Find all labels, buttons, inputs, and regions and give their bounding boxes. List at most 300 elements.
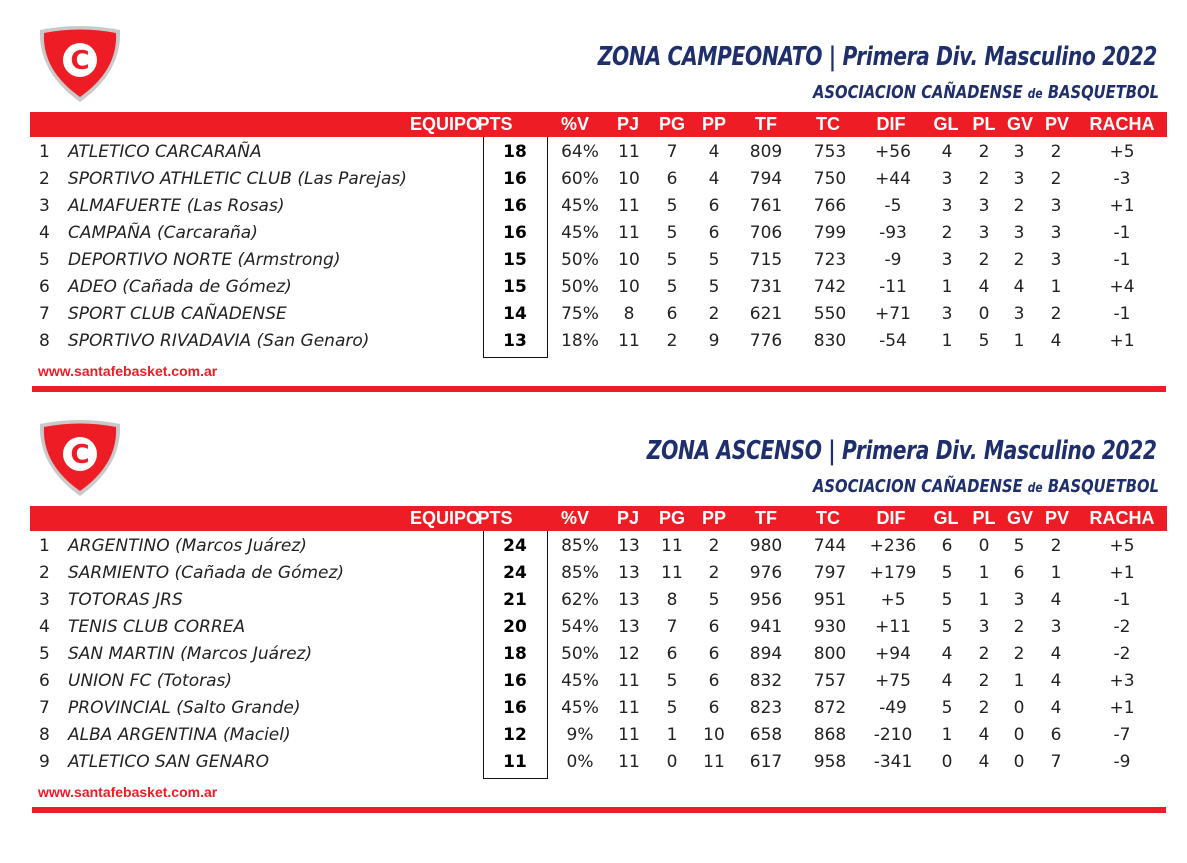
stat-cell: 941 (749, 617, 783, 637)
stat-cell: 832 (749, 671, 783, 691)
table-row (30, 220, 1167, 247)
team-name: SARMIENTO (Cañada de Gómez) (68, 563, 345, 583)
stat-cell: 4 (941, 671, 953, 691)
stat-cell: 13 (618, 536, 640, 556)
stat-cell: 744 (813, 536, 847, 556)
table-row (30, 668, 1167, 695)
stat-cell: 16 (503, 196, 527, 216)
stat-cell: 753 (813, 142, 847, 162)
stat-cell: 2 (1050, 142, 1062, 162)
stat-cell: 5 (666, 223, 678, 243)
standings-section-2 (0, 414, 1187, 804)
stat-cell: 11 (661, 536, 683, 556)
stat-cell: 3 (978, 617, 990, 637)
stat-cell: 1 (941, 277, 953, 297)
stat-cell: 64% (561, 142, 599, 162)
stat-cell: 3 (941, 304, 953, 324)
column-header-equipo: EQUIPO (409, 508, 480, 528)
team-name: ARGENTINO (Marcos Juárez) (68, 536, 307, 556)
stat-cell: -9 (1113, 752, 1131, 772)
table-row (30, 722, 1167, 749)
stat-cell: 6 (708, 196, 720, 216)
stat-cell: 800 (813, 644, 847, 664)
table-row (30, 641, 1167, 668)
table-row (30, 274, 1167, 301)
stat-cell: 15 (503, 250, 527, 270)
column-header-tf: TF (755, 114, 777, 134)
team-name: CAMPAÑA (Carcaraña) (68, 223, 258, 243)
column-header-pp: PP (701, 508, 726, 528)
stat-cell: 5 (941, 698, 953, 718)
stat-cell: -1 (1113, 590, 1131, 610)
stat-cell: 4 (1050, 331, 1062, 351)
stat-cell: 4 (708, 142, 720, 162)
stat-cell: 0 (1013, 752, 1025, 772)
stat-cell: +11 (875, 617, 911, 637)
stat-cell: 723 (813, 250, 847, 270)
position-cell: 2 (39, 563, 50, 583)
column-header-gl: GL (933, 508, 959, 528)
stat-cell: 9% (566, 725, 594, 745)
position-cell: 9 (39, 752, 50, 772)
stat-cell: 1 (978, 563, 990, 583)
column-header-pl: PL (972, 114, 996, 134)
stat-cell: 2 (1013, 250, 1025, 270)
column-header-gv: GV (1006, 114, 1033, 134)
stat-cell: 2 (708, 563, 720, 583)
stat-cell: -9 (884, 250, 902, 270)
stat-cell: 2 (1013, 196, 1025, 216)
stat-cell: 3 (941, 250, 953, 270)
club-logo (36, 24, 124, 104)
stat-cell: 13 (503, 331, 527, 351)
stat-cell: 0 (1013, 698, 1025, 718)
stat-cell: 797 (813, 563, 847, 583)
stat-cell: 6 (666, 169, 678, 189)
table-row (30, 614, 1167, 641)
stat-cell: 976 (749, 563, 783, 583)
column-header-racha: RACHA (1089, 508, 1155, 528)
stat-cell: 4 (1013, 277, 1025, 297)
stat-cell: 6 (666, 644, 678, 664)
stat-cell: +1 (1109, 563, 1135, 583)
subtitle-end: BASQUETBOL (1047, 82, 1159, 103)
stat-cell: 794 (749, 169, 783, 189)
stat-cell: 13 (618, 617, 640, 637)
logo-letter: C (70, 46, 90, 76)
stat-cell: 2 (978, 671, 990, 691)
stat-cell: 872 (813, 698, 847, 718)
table-row (30, 193, 1167, 220)
position-cell: 8 (39, 331, 50, 351)
stat-cell: -93 (879, 223, 907, 243)
stat-cell: 6 (708, 223, 720, 243)
column-header-pj: PJ (616, 114, 640, 134)
stat-cell: -1 (1113, 250, 1131, 270)
stat-cell: 5 (666, 196, 678, 216)
stat-cell: 823 (749, 698, 783, 718)
stat-cell: +3 (1109, 671, 1135, 691)
stat-cell: 1 (1013, 671, 1025, 691)
stat-cell: 4 (941, 644, 953, 664)
stat-cell: +1 (1109, 698, 1135, 718)
table-row (30, 139, 1167, 166)
stat-cell: +71 (875, 304, 911, 324)
column-header-pts: PTS (477, 508, 513, 528)
stat-cell: 15 (503, 277, 527, 297)
stat-cell: 11 (618, 698, 640, 718)
team-name: SPORTIVO ATHLETIC CLUB (Las Parejas) (68, 169, 407, 189)
stat-cell: +5 (1109, 142, 1135, 162)
table-header (30, 506, 1167, 531)
club-logo (36, 418, 124, 498)
table-row (30, 328, 1167, 355)
stat-cell: 5 (708, 277, 720, 297)
stat-cell: 11 (618, 142, 640, 162)
stat-cell: 3 (1050, 196, 1062, 216)
stat-cell: 45% (561, 671, 599, 691)
stat-cell: +1 (1109, 196, 1135, 216)
section-divider (32, 386, 1166, 392)
stat-cell: 2 (978, 250, 990, 270)
stat-cell: 16 (503, 671, 527, 691)
stat-cell: 11 (661, 563, 683, 583)
stat-cell: -341 (873, 752, 913, 772)
column-header-pts: PTS (477, 114, 513, 134)
column-header-tc: TC (816, 508, 840, 528)
stat-cell: 5 (666, 671, 678, 691)
stat-cell: 8 (623, 304, 635, 324)
stat-cell: 6 (708, 617, 720, 637)
stat-cell: 1 (1013, 331, 1025, 351)
stat-cell: -3 (1113, 169, 1131, 189)
stat-cell: 4 (1050, 698, 1062, 718)
stat-cell: 2 (978, 644, 990, 664)
stat-cell: 2 (941, 223, 953, 243)
position-cell: 1 (39, 142, 50, 162)
stat-cell: 951 (813, 590, 847, 610)
stat-cell: 3 (1013, 169, 1025, 189)
stat-cell: 5 (666, 698, 678, 718)
position-cell: 2 (39, 169, 50, 189)
stat-cell: -210 (873, 725, 913, 745)
column-header-pp: PP (701, 114, 726, 134)
stat-cell: 5 (941, 617, 953, 637)
stat-cell: 11 (618, 725, 640, 745)
stat-cell: 3 (1013, 142, 1025, 162)
stat-cell: 11 (618, 196, 640, 216)
position-cell: 7 (39, 698, 50, 718)
stat-cell: 980 (749, 536, 783, 556)
table-row (30, 301, 1167, 328)
stat-cell: +179 (869, 563, 917, 583)
website-link[interactable]: www.santafebasket.com.ar (38, 363, 218, 379)
stat-cell: 6 (1013, 563, 1025, 583)
column-header-tc: TC (816, 114, 840, 134)
stat-cell: 1 (941, 331, 953, 351)
stat-cell: 621 (749, 304, 783, 324)
stat-cell: 24 (503, 563, 527, 583)
position-cell: 3 (39, 590, 50, 610)
association-subtitle (813, 82, 1159, 103)
subtitle-de: de (1027, 87, 1043, 102)
stat-cell: 10 (618, 169, 640, 189)
stat-cell: 62% (561, 590, 599, 610)
section-divider (32, 807, 1166, 813)
stat-cell: +1 (1109, 331, 1135, 351)
column-header-pct-v: %V (560, 114, 589, 134)
position-cell: 8 (39, 725, 50, 745)
stat-cell: +4 (1109, 277, 1135, 297)
stat-cell: +5 (1109, 536, 1135, 556)
subtitle-de: de (1027, 481, 1043, 496)
stat-cell: 2 (708, 536, 720, 556)
stat-cell: 3 (978, 223, 990, 243)
stat-cell: 18 (503, 644, 527, 664)
stat-cell: 60% (561, 169, 599, 189)
stat-cell: 11 (503, 752, 527, 772)
column-header-racha: RACHA (1089, 114, 1155, 134)
stat-cell: 12 (503, 725, 527, 745)
stat-cell: 1 (941, 725, 953, 745)
logo-letter: C (70, 440, 90, 470)
table-row (30, 695, 1167, 722)
stat-cell: 761 (749, 196, 783, 216)
stat-cell: -2 (1113, 644, 1131, 664)
stat-cell: 4 (1050, 644, 1062, 664)
stat-cell: 13 (618, 590, 640, 610)
stat-cell: 5 (708, 250, 720, 270)
stat-cell: 10 (618, 277, 640, 297)
stat-cell: 50% (561, 277, 599, 297)
stat-cell: 7 (1050, 752, 1062, 772)
stat-cell: 85% (561, 563, 599, 583)
column-header-pg: PG (658, 114, 685, 134)
stat-cell: 799 (813, 223, 847, 243)
team-name: SPORTIVO RIVADAVIA (San Genaro) (68, 331, 370, 351)
stat-cell: 550 (813, 304, 847, 324)
stat-cell: 18% (561, 331, 599, 351)
position-cell: 4 (39, 223, 50, 243)
stat-cell: 809 (749, 142, 783, 162)
stat-cell: 715 (749, 250, 783, 270)
column-header-dif: DIF (876, 508, 906, 528)
position-cell: 5 (39, 644, 50, 664)
table-row (30, 247, 1167, 274)
team-name: ATLETICO SAN GENARO (68, 752, 270, 772)
stat-cell: 75% (561, 304, 599, 324)
stat-cell: 3 (1050, 223, 1062, 243)
stat-cell: 0 (666, 752, 678, 772)
section-title: ZONA ASCENSO | Primera Div. Masculino 2022 (647, 436, 1157, 466)
team-name: UNION FC (Totoras) (68, 671, 233, 691)
stat-cell: 10 (618, 250, 640, 270)
stat-cell: 3 (1050, 250, 1062, 270)
stat-cell: 5 (978, 331, 990, 351)
stat-cell: -5 (884, 196, 902, 216)
subtitle-end: BASQUETBOL (1047, 476, 1159, 497)
position-cell: 1 (39, 536, 50, 556)
stat-cell: 12 (618, 644, 640, 664)
stat-cell: 2 (666, 331, 678, 351)
stat-cell: -11 (879, 277, 907, 297)
stat-cell: 5 (708, 590, 720, 610)
stat-cell: 6 (708, 671, 720, 691)
column-header-pv: PV (1044, 508, 1069, 528)
stat-cell: 16 (503, 169, 527, 189)
team-name: ADEO (Cañada de Gómez) (68, 277, 292, 297)
stat-cell: 6 (941, 536, 953, 556)
team-name: ALMAFUERTE (Las Rosas) (68, 196, 285, 216)
stat-cell: 50% (561, 250, 599, 270)
team-name: SAN MARTIN (Marcos Juárez) (68, 644, 313, 664)
stat-cell: +56 (875, 142, 911, 162)
section-title: ZONA CAMPEONATO | Primera Div. Masculino 2022 (597, 42, 1157, 72)
stat-cell: 6 (666, 304, 678, 324)
stat-cell: 930 (813, 617, 847, 637)
team-name: PROVINCIAL (Salto Grande) (68, 698, 301, 718)
stat-cell: 4 (1050, 671, 1062, 691)
stat-cell: 750 (813, 169, 847, 189)
stat-cell: 956 (749, 590, 783, 610)
stat-cell: 868 (813, 725, 847, 745)
stat-cell: -1 (1113, 223, 1131, 243)
stat-cell: 617 (749, 752, 783, 772)
stat-cell: +236 (869, 536, 917, 556)
table-row (30, 587, 1167, 614)
stat-cell: 2 (1013, 644, 1025, 664)
stat-cell: 6 (1050, 725, 1062, 745)
team-name: DEPORTIVO NORTE (Armstrong) (68, 250, 341, 270)
stat-cell: 0 (978, 536, 990, 556)
stat-cell: 45% (561, 223, 599, 243)
position-cell: 6 (39, 277, 50, 297)
stat-cell: 14 (503, 304, 527, 324)
stat-cell: +75 (875, 671, 911, 691)
stat-cell: 757 (813, 671, 847, 691)
stat-cell: 11 (618, 331, 640, 351)
stat-cell: 21 (503, 590, 527, 610)
stat-cell: 830 (813, 331, 847, 351)
table-row (30, 560, 1167, 587)
club-shield-icon (36, 24, 124, 104)
stat-cell: 11 (703, 752, 725, 772)
team-name: ALBA ARGENTINA (Maciel) (68, 725, 291, 745)
column-header-gv: GV (1006, 508, 1033, 528)
column-header-equipo: EQUIPO (409, 114, 480, 134)
stat-cell: 742 (813, 277, 847, 297)
stat-cell: 2 (978, 142, 990, 162)
position-cell: 5 (39, 250, 50, 270)
stat-cell: 0 (1013, 725, 1025, 745)
stat-cell: 11 (618, 671, 640, 691)
stat-cell: 5 (666, 277, 678, 297)
stat-cell: 0% (566, 752, 594, 772)
stat-cell: 5 (1013, 536, 1025, 556)
stat-cell: 2 (1050, 536, 1062, 556)
stat-cell: 3 (1013, 590, 1025, 610)
stat-cell: 10 (703, 725, 725, 745)
table-header (30, 112, 1167, 137)
stat-cell: 2 (1013, 617, 1025, 637)
subtitle-main: ASOCIACION CAÑADENSE (812, 476, 1023, 497)
stat-cell: 2 (1050, 304, 1062, 324)
team-name: TOTORAS JRS (68, 590, 183, 610)
stat-cell: 45% (561, 196, 599, 216)
stat-cell: 5 (941, 563, 953, 583)
stat-cell: -49 (879, 698, 907, 718)
stat-cell: 2 (978, 698, 990, 718)
stat-cell: 2 (978, 169, 990, 189)
column-header-dif: DIF (876, 114, 906, 134)
stat-cell: 0 (978, 304, 990, 324)
stat-cell: 0 (941, 752, 953, 772)
stat-cell: 4 (978, 752, 990, 772)
stat-cell: -1 (1113, 304, 1131, 324)
stat-cell: 85% (561, 536, 599, 556)
stat-cell: 54% (561, 617, 599, 637)
stat-cell: 50% (561, 644, 599, 664)
column-header-gl: GL (933, 114, 959, 134)
stat-cell: 731 (749, 277, 783, 297)
column-header-pv: PV (1044, 114, 1069, 134)
stat-cell: 706 (749, 223, 783, 243)
stat-cell: 7 (666, 617, 678, 637)
stat-cell: 4 (708, 169, 720, 189)
stat-cell: +5 (880, 590, 906, 610)
table-row (30, 166, 1167, 193)
subtitle-main: ASOCIACION CAÑADENSE (812, 82, 1023, 103)
column-header-pj: PJ (616, 508, 640, 528)
team-name: ATLETICO CARCARAÑA (68, 142, 262, 162)
stat-cell: 1 (978, 590, 990, 610)
stat-cell: 1 (1050, 277, 1062, 297)
table-row (30, 749, 1167, 776)
stat-cell: -54 (879, 331, 907, 351)
position-cell: 3 (39, 196, 50, 216)
stat-cell: 9 (708, 331, 720, 351)
stat-cell: 3 (1050, 617, 1062, 637)
stat-cell: 7 (666, 142, 678, 162)
column-header-pl: PL (972, 508, 996, 528)
stat-cell: -2 (1113, 617, 1131, 637)
stat-cell: 5 (941, 590, 953, 610)
club-shield-icon (36, 418, 124, 498)
column-header-tf: TF (755, 508, 777, 528)
position-cell: 6 (39, 671, 50, 691)
stat-cell: 2 (1050, 169, 1062, 189)
stat-cell: 3 (978, 196, 990, 216)
stat-cell: 1 (1050, 563, 1062, 583)
stat-cell: +94 (875, 644, 911, 664)
stat-cell: 11 (618, 223, 640, 243)
stat-cell: 16 (503, 223, 527, 243)
stat-cell: 4 (941, 142, 953, 162)
team-name: SPORT CLUB CAÑADENSE (68, 304, 287, 324)
stat-cell: 894 (749, 644, 783, 664)
column-header-pct-v: %V (560, 508, 589, 528)
position-cell: 4 (39, 617, 50, 637)
stat-cell: 2 (708, 304, 720, 324)
table-row (30, 533, 1167, 560)
stat-cell: 658 (749, 725, 783, 745)
website-link[interactable]: www.santafebasket.com.ar (38, 784, 218, 800)
stat-cell: 16 (503, 698, 527, 718)
stat-cell: 6 (708, 644, 720, 664)
team-name: TENIS CLUB CORREA (68, 617, 246, 637)
stat-cell: 8 (666, 590, 678, 610)
stat-cell: 776 (749, 331, 783, 351)
